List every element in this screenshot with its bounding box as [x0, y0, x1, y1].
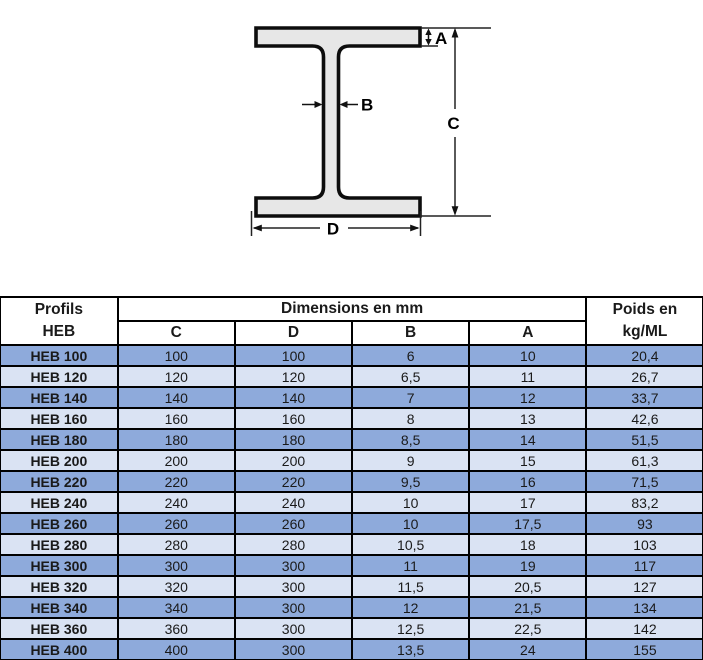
value-cell: 93 — [586, 513, 703, 534]
value-cell: 26,7 — [586, 366, 703, 387]
value-cell: 160 — [118, 408, 235, 429]
value-cell: 7 — [352, 387, 469, 408]
value-cell: 12 — [469, 387, 586, 408]
table-row — [1, 492, 703, 513]
dim-label-b: B — [361, 95, 374, 115]
header-dimensions: Dimensions en mm — [118, 297, 587, 321]
dim-d — [253, 220, 420, 239]
value-cell: 12,5 — [352, 618, 469, 639]
value-cell: 180 — [235, 429, 352, 450]
arrow-right-icon — [315, 101, 323, 108]
value-cell: 11,5 — [352, 576, 469, 597]
value-cell: 300 — [118, 555, 235, 576]
table-row — [1, 429, 703, 450]
value-cell: 6 — [352, 345, 469, 366]
value-cell: 19 — [469, 555, 586, 576]
arrow-down-icon — [452, 206, 459, 216]
value-cell: 142 — [586, 618, 703, 639]
profil-cell: HEB 200 — [1, 450, 118, 471]
value-cell: 8,5 — [352, 429, 469, 450]
value-cell: 16 — [469, 471, 586, 492]
value-cell: 10 — [352, 492, 469, 513]
value-cell: 400 — [118, 639, 235, 660]
value-cell: 13,5 — [352, 639, 469, 660]
value-cell: 220 — [118, 471, 235, 492]
value-cell: 340 — [118, 597, 235, 618]
value-cell: 8 — [352, 408, 469, 429]
value-cell: 11 — [469, 366, 586, 387]
value-cell: 120 — [235, 366, 352, 387]
profil-cell: HEB 120 — [1, 366, 118, 387]
profil-cell: HEB 140 — [1, 387, 118, 408]
value-cell: 15 — [469, 450, 586, 471]
value-cell: 260 — [235, 513, 352, 534]
profil-cell: HEB 240 — [1, 492, 118, 513]
table-row — [1, 387, 703, 408]
profil-cell: HEB 100 — [1, 345, 118, 366]
value-cell: 134 — [586, 597, 703, 618]
value-cell: 6,5 — [352, 366, 469, 387]
table-row — [1, 345, 703, 366]
value-cell: 100 — [235, 345, 352, 366]
arrow-left-icon — [340, 101, 348, 108]
value-cell: 360 — [118, 618, 235, 639]
arrow-left-icon — [253, 225, 262, 232]
value-cell: 9,5 — [352, 471, 469, 492]
value-cell: 280 — [118, 534, 235, 555]
table-row — [1, 513, 703, 534]
profil-cell: HEB 280 — [1, 534, 118, 555]
value-cell: 103 — [586, 534, 703, 555]
value-cell: 9 — [352, 450, 469, 471]
arrow-up-icon — [452, 28, 459, 38]
profil-cell: HEB 260 — [1, 513, 118, 534]
value-cell: 117 — [586, 555, 703, 576]
header-col-c: C — [118, 321, 235, 345]
dim-c — [447, 28, 459, 216]
value-cell: 11 — [352, 555, 469, 576]
value-cell: 17 — [469, 492, 586, 513]
table-row — [1, 471, 703, 492]
table-row — [1, 450, 703, 471]
value-cell: 12 — [352, 597, 469, 618]
value-cell: 22,5 — [469, 618, 586, 639]
table-row — [1, 576, 703, 597]
header-col-d: D — [235, 321, 352, 345]
value-cell: 20,4 — [586, 345, 703, 366]
table-header — [1, 297, 703, 345]
dim-label-d: D — [326, 219, 340, 239]
value-cell: 260 — [118, 513, 235, 534]
value-cell: 10 — [469, 345, 586, 366]
value-cell: 14 — [469, 429, 586, 450]
value-cell: 71,5 — [586, 471, 703, 492]
value-cell: 240 — [235, 492, 352, 513]
table-row — [1, 366, 703, 387]
value-cell: 20,5 — [469, 576, 586, 597]
header-poids-line1: Poids en — [612, 301, 678, 318]
value-cell: 300 — [235, 597, 352, 618]
value-cell: 61,3 — [586, 450, 703, 471]
value-cell: 200 — [235, 450, 352, 471]
arrow-up-icon — [425, 29, 431, 36]
header-poids — [586, 297, 703, 345]
value-cell: 280 — [235, 534, 352, 555]
hbeam-diagram — [0, 0, 703, 296]
profil-cell: HEB 360 — [1, 618, 118, 639]
table-row — [1, 408, 703, 429]
heb-table — [0, 296, 703, 660]
value-cell: 83,2 — [586, 492, 703, 513]
heb-table-body — [1, 345, 703, 660]
header-profils — [1, 297, 118, 345]
profil-cell: HEB 400 — [1, 639, 118, 660]
value-cell: 155 — [586, 639, 703, 660]
value-cell: 42,6 — [586, 408, 703, 429]
value-cell: 33,7 — [586, 387, 703, 408]
value-cell: 120 — [118, 366, 235, 387]
value-cell: 21,5 — [469, 597, 586, 618]
header-profils-line2: HEB — [42, 323, 76, 340]
header-poids-line2: kg/ML — [622, 323, 668, 340]
value-cell: 220 — [235, 471, 352, 492]
value-cell: 240 — [118, 492, 235, 513]
value-cell: 160 — [235, 408, 352, 429]
value-cell: 18 — [469, 534, 586, 555]
dim-label-c: C — [447, 114, 460, 133]
value-cell: 320 — [118, 576, 235, 597]
value-cell: 300 — [235, 576, 352, 597]
value-cell: 180 — [118, 429, 235, 450]
value-cell: 300 — [235, 555, 352, 576]
table-row — [1, 618, 703, 639]
header-profils-line1: Profils — [34, 301, 83, 318]
profil-cell: HEB 160 — [1, 408, 118, 429]
arrow-down-icon — [425, 39, 431, 46]
header-col-b: B — [352, 321, 469, 345]
header-col-a: A — [469, 321, 586, 345]
value-cell: 300 — [235, 618, 352, 639]
value-cell: 140 — [118, 387, 235, 408]
dim-a — [425, 29, 447, 49]
table-row — [1, 555, 703, 576]
dim-label-a: A — [435, 29, 448, 48]
profil-cell: HEB 180 — [1, 429, 118, 450]
value-cell: 17,5 — [469, 513, 586, 534]
value-cell: 10,5 — [352, 534, 469, 555]
value-cell: 51,5 — [586, 429, 703, 450]
value-cell: 10 — [352, 513, 469, 534]
profil-cell: HEB 340 — [1, 597, 118, 618]
value-cell: 24 — [469, 639, 586, 660]
value-cell: 300 — [235, 639, 352, 660]
table-row — [1, 597, 703, 618]
value-cell: 200 — [118, 450, 235, 471]
table-row — [1, 639, 703, 660]
value-cell: 100 — [118, 345, 235, 366]
value-cell: 140 — [235, 387, 352, 408]
arrow-right-icon — [410, 225, 419, 232]
profil-cell: HEB 300 — [1, 555, 118, 576]
value-cell: 13 — [469, 408, 586, 429]
table-row — [1, 534, 703, 555]
profil-cell: HEB 320 — [1, 576, 118, 597]
ibeam-shape — [256, 28, 420, 216]
value-cell: 127 — [586, 576, 703, 597]
profil-cell: HEB 220 — [1, 471, 118, 492]
